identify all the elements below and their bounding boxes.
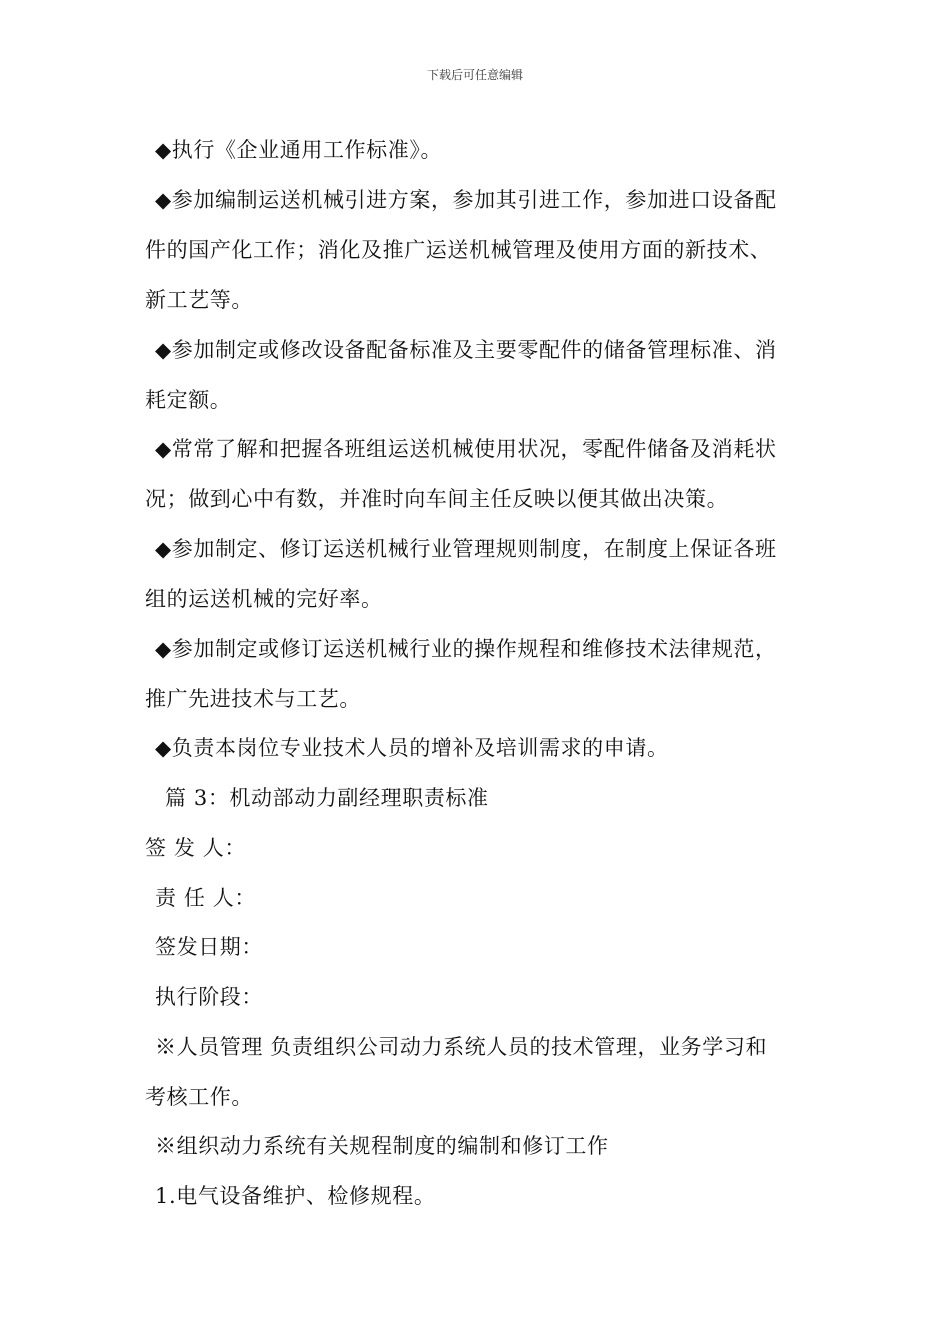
note-line: ※组织动力系统有关规程制度的编制和修订工作 [155,1134,609,1158]
bullet-line: ◆参加制定或修改设备配备标准及主要零配件的储备管理标准、消 [155,338,777,362]
text-line: 考核工作。 [145,1085,253,1109]
field-label-issuer: 签 发 人： [145,836,246,860]
section-heading: 篇 3：机动部动力副经理职责标准 [165,786,489,810]
numbered-item: 1.电气设备维护、检修规程。 [155,1184,436,1208]
text-line: 件的国产化工作；消化及推广运送机械管理及使用方面的新技术、 [145,238,772,262]
bullet-line: ◆参加制定或修订运送机械行业的操作规程和维修技术法律规范， [155,637,777,661]
field-label-execution-stage: 执行阶段： [155,985,263,1009]
bullet-line: ◆负责本岗位专业技术人员的增补及培训需求的申请。 [155,736,669,760]
page-header: 下载后可任意编辑 [426,68,523,82]
bullet-line: ◆执行《企业通用工作标准》。 [155,138,443,162]
bullet-line: ◆参加制定、修订运送机械行业管理规则制度，在制度上保证各班 [155,537,777,561]
text-line: 耗定额。 [145,388,232,412]
bullet-line: ◆参加编制运送机械引进方案，参加其引进工作，参加进口设备配 [155,188,777,212]
text-line: 推广先进技术与工艺。 [145,687,361,711]
text-line: 新工艺等。 [145,288,253,312]
field-label-issue-date: 签发日期： [155,935,263,959]
field-label-responsible: 责 任 人： [155,886,256,910]
note-line: ※人员管理 负责组织公司动力系统人员的技术管理，业务学习和 [155,1035,768,1059]
text-line: 组的运送机械的完好率。 [145,587,383,611]
text-line: 况；做到心中有数，并准时向车间主任反映以便其做出决策。 [145,487,729,511]
bullet-line: ◆常常了解和把握各班组运送机械使用状况，零配件储备及消耗状 [155,437,777,461]
